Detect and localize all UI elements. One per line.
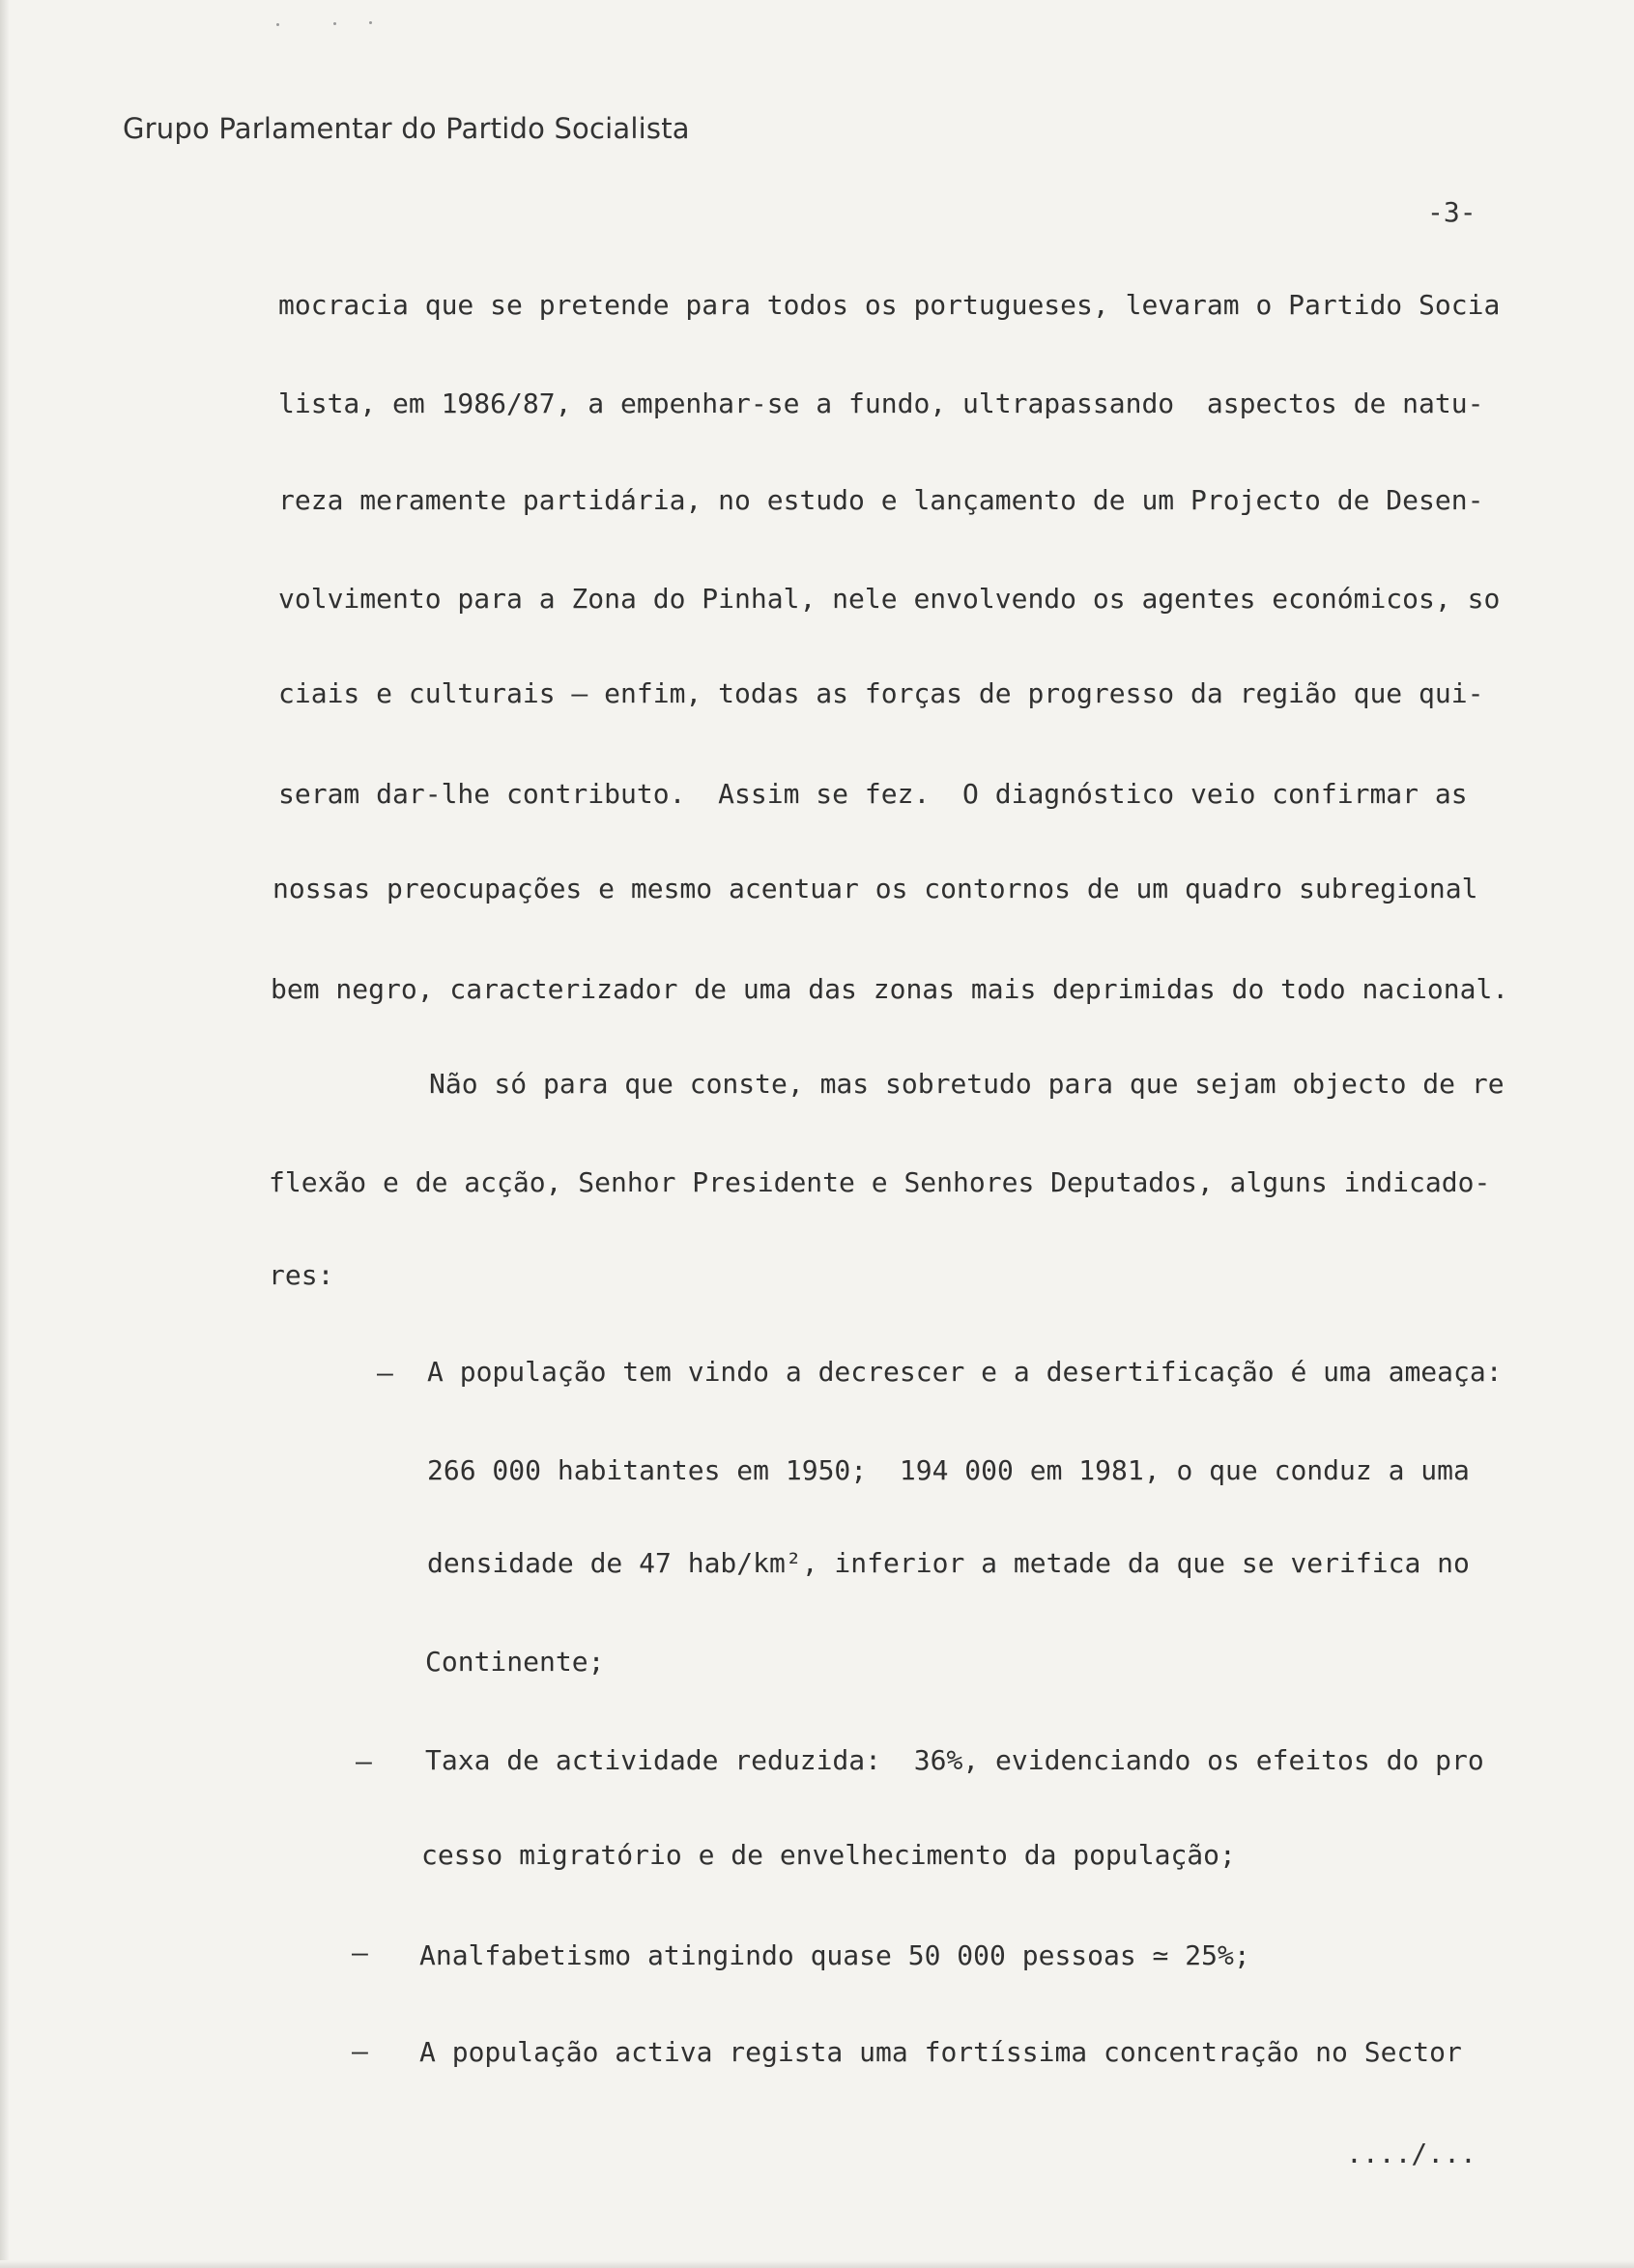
list-bullet: — <box>377 1357 393 1389</box>
page-number: -3- <box>1427 196 1476 228</box>
list-item-line: Analfabetismo atingindo quase 50 000 pessoas ≃ 25%; <box>419 1939 1250 1971</box>
list-bullet: — <box>356 1745 372 1777</box>
body-line: mocracia que se pretende para todos os portugueses, levaram o Partido Socia <box>278 289 1501 321</box>
scan-speck <box>369 21 372 24</box>
page-left-shadow <box>0 0 10 2268</box>
list-item-line: A população activa regista uma fortíssima concentração no Sector <box>419 2036 1462 2068</box>
list-bullet: — <box>352 1937 368 1968</box>
list-item-line: Continente; <box>425 1646 605 1678</box>
scan-speck <box>276 23 279 26</box>
body-line: res: <box>269 1259 334 1291</box>
list-item-line: densidade de 47 hab/km², inferior a metade da que se verifica no <box>427 1547 1470 1579</box>
body-line: flexão e de acção, Senhor Presidente e Senhores Deputados, alguns indicado- <box>269 1166 1491 1198</box>
list-item-line: cesso migratório e de envelhecimento da população; <box>421 1839 1236 1871</box>
body-line: seram dar-lhe contributo. Assim se fez. O diagnóstico veio confirmar as <box>278 778 1468 810</box>
list-bullet: — <box>352 2035 368 2067</box>
page-bottom-shadow <box>0 2260 1634 2268</box>
list-item-line: A população tem vindo a decrescer e a desertificação é uma ameaça: <box>427 1356 1503 1388</box>
body-line: ciais e culturais — enfim, todas as forças de progresso da região que qui- <box>278 677 1484 709</box>
continuation-mark: ..../... <box>1346 2138 1476 2169</box>
letterhead: Grupo Parlamentar do Partido Socialista <box>123 112 690 145</box>
body-line: volvimento para a Zona do Pinhal, nele envolvendo os agentes económicos, so <box>278 583 1501 615</box>
body-line: Não só para que conste, mas sobretudo para que sejam objecto de re <box>429 1068 1505 1100</box>
body-line: reza meramente partidária, no estudo e lançamento de um Projecto de Desen- <box>278 484 1484 516</box>
scan-speck <box>333 22 336 25</box>
body-line: lista, em 1986/87, a empenhar-se a fundo, ultrapassando aspectos de natu- <box>278 388 1484 419</box>
body-line: nossas preocupações e mesmo acentuar os contornos de um quadro subregional <box>272 873 1478 904</box>
list-item-line: 266 000 habitantes em 1950; 194 000 em 1981, o que conduz a uma <box>427 1454 1470 1486</box>
body-line: bem negro, caracterizador de uma das zonas mais deprimidas do todo nacional. <box>271 973 1509 1005</box>
list-item-line: Taxa de actividade reduzida: 36%, evidenciando os efeitos do pro <box>425 1744 1484 1776</box>
